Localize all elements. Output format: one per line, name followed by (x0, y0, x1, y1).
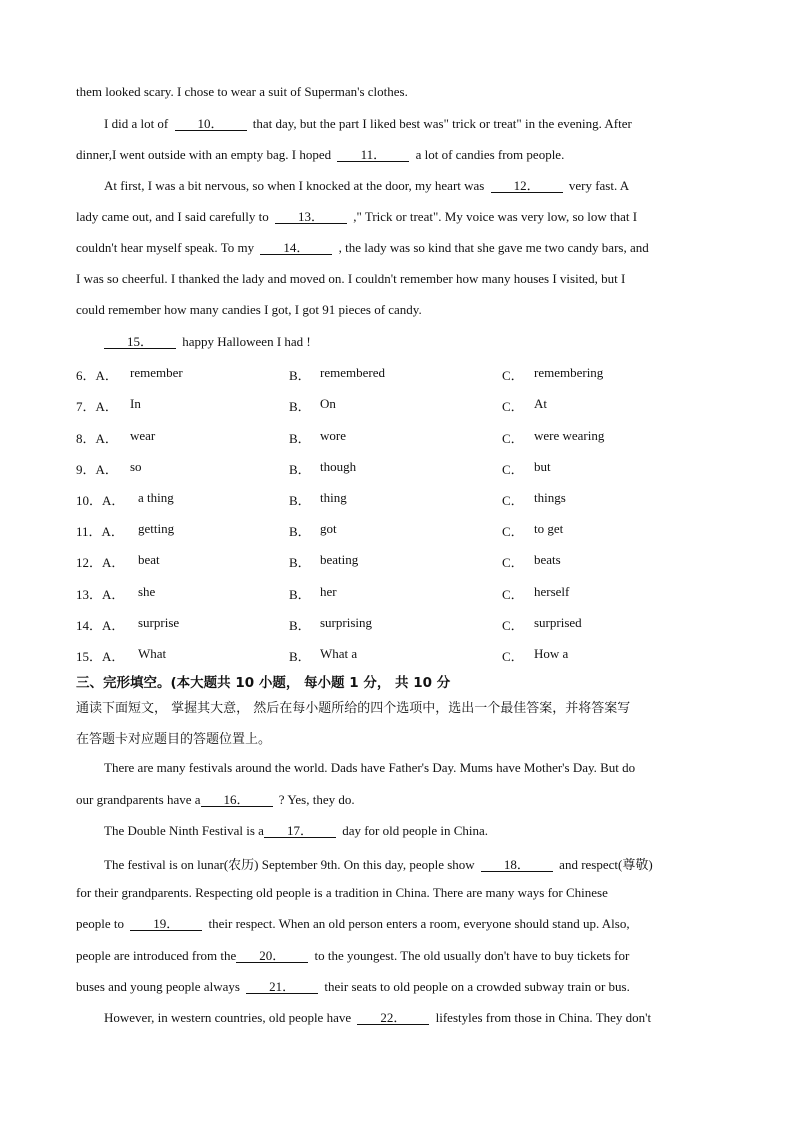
blank-15[interactable]: 15． (104, 335, 176, 349)
option-a[interactable]: In (130, 396, 141, 411)
option-c[interactable]: beats (534, 552, 561, 567)
option-b[interactable]: wore (320, 428, 346, 443)
blank-13[interactable]: 13． (275, 210, 347, 224)
option-b[interactable]: On (320, 396, 336, 411)
option-c[interactable]: remembering (534, 365, 604, 380)
question-options-15: 15．A． What B． What a C． How a (76, 646, 569, 664)
option-a[interactable]: What (138, 646, 167, 661)
option-b[interactable]: What a (320, 646, 358, 661)
option-a[interactable]: she (138, 584, 156, 599)
option-a[interactable]: so (130, 459, 142, 474)
paragraph-line: lady came out, and I said carefully to 13． ," Trick or treat". My voice was very low, so low that I (76, 209, 638, 224)
option-c[interactable]: to get (534, 521, 564, 536)
option-b[interactable]: got (320, 521, 337, 536)
option-b[interactable]: surprising (320, 615, 372, 630)
option-b[interactable]: her (320, 584, 337, 599)
paragraph-line: The festival is on lunar(农历) September 9th. On this day, people show 18． and respect(尊敬) (104, 857, 653, 872)
option-c[interactable]: were wearing (534, 428, 605, 443)
paragraph-line: for their grandparents. Respecting old people is a tradition in China. There are many ways for Chinese (76, 885, 608, 900)
option-a[interactable]: beat (138, 552, 160, 567)
question-options-8: 8．A． wear B． wore C． were wearing (76, 428, 605, 446)
paragraph-line: buses and young people always 21． their seats to old people on a crowded subway train or bus. (76, 979, 630, 994)
blank-17[interactable]: 17． (264, 824, 336, 838)
instruction-line: 在答题卡对应题目的答题位置上。 (76, 732, 272, 747)
option-c[interactable]: but (534, 459, 551, 474)
question-options-6: 6．A． remember B． remembered C． remembering (76, 365, 604, 383)
blank-22[interactable]: 22． (357, 1011, 429, 1025)
paragraph-line: However, in western countries, old people have 22． lifestyles from those in China. They don't (104, 1010, 652, 1025)
option-c[interactable]: herself (534, 584, 570, 599)
option-c[interactable]: At (534, 396, 547, 411)
option-b[interactable]: thing (320, 490, 347, 505)
section-heading: 三、完形填空。(本大题共 10 小题， 每小题 1 分， 共 10 分 (76, 675, 451, 691)
option-a[interactable]: getting (138, 521, 175, 536)
question-options-12: 12．A． beat B． beating C． beats (76, 552, 561, 570)
paragraph-line: I did a lot of 10． that day, but the part I liked best was" trick or treat" in the evening. After (104, 116, 632, 131)
option-a[interactable]: surprise (138, 615, 180, 630)
paragraph-line: them looked scary. I chose to wear a suit of Superman's clothes. (76, 84, 408, 99)
option-c[interactable]: surprised (534, 615, 582, 630)
question-options-10: 10．A． a thing B． thing C． things (76, 490, 566, 508)
blank-18[interactable]: 18． (481, 858, 553, 872)
question-options-7: 7．A． In B． On C． At (76, 396, 547, 414)
blank-20[interactable]: 20． (236, 949, 308, 963)
blank-19[interactable]: 19． (130, 917, 202, 931)
option-b[interactable]: remembered (320, 365, 385, 380)
paragraph-line: could remember how many candies I got, I got 91 pieces of candy. (76, 302, 422, 317)
paragraph-line: I was so cheerful. I thanked the lady and moved on. I couldn't remember how many houses I visited, but I (76, 271, 626, 286)
question-options-13: 13．A． she B． her C． herself (76, 584, 570, 602)
paragraph-line: couldn't hear myself speak. To my 14． , the lady was so kind that she gave me two candy bars, and (76, 240, 649, 255)
paragraph-line: 15． happy Halloween I had ! (104, 334, 311, 350)
option-c[interactable]: things (534, 490, 566, 505)
paragraph-line: There are many festivals around the world. Dads have Father's Day. Mums have Mother's Day. But do (104, 760, 636, 775)
option-a[interactable]: remember (130, 365, 183, 380)
question-options-11: 11．A． getting B． got C． to get (76, 521, 564, 539)
blank-21[interactable]: 21． (246, 980, 318, 994)
instruction-line: 通读下面短文， 掌握其大意， 然后在每小题所给的四个选项中，选出一个最佳答案，并将答案写 (76, 701, 631, 716)
blank-10[interactable]: 10． (175, 117, 247, 131)
blank-16[interactable]: 16． (201, 793, 273, 807)
paragraph-line: At first, I was a bit nervous, so when I knocked at the door, my heart was 12． very fast. A (104, 178, 630, 193)
option-a[interactable]: wear (130, 428, 156, 443)
paragraph-line: people are introduced from the 20． to the youngest. The old usually don't have to buy tickets for (76, 948, 630, 963)
paragraph-line: our grandparents have a 16． ? Yes, they do. (76, 792, 355, 807)
blank-12[interactable]: 12． (491, 179, 563, 193)
option-c[interactable]: How a (534, 646, 569, 661)
option-b[interactable]: though (320, 459, 357, 474)
paragraph-line: people to 19． their respect. When an old person enters a room, everyone should stand up. Also, (76, 916, 630, 931)
paragraph-line: dinner,I went outside with an empty bag. I hoped 11． a lot of candies from people. (76, 147, 565, 162)
blank-14[interactable]: 14． (260, 241, 332, 255)
paragraph-line: The Double Ninth Festival is a 17． day for old people in China. (104, 823, 489, 838)
option-a[interactable]: a thing (138, 490, 174, 505)
option-b[interactable]: beating (320, 552, 359, 567)
question-options-14: 14．A． surprise B． surprising C． surprised (76, 615, 582, 633)
question-options-9: 9．A． so B． though C． but (76, 459, 551, 477)
blank-11[interactable]: 11． (337, 148, 409, 162)
